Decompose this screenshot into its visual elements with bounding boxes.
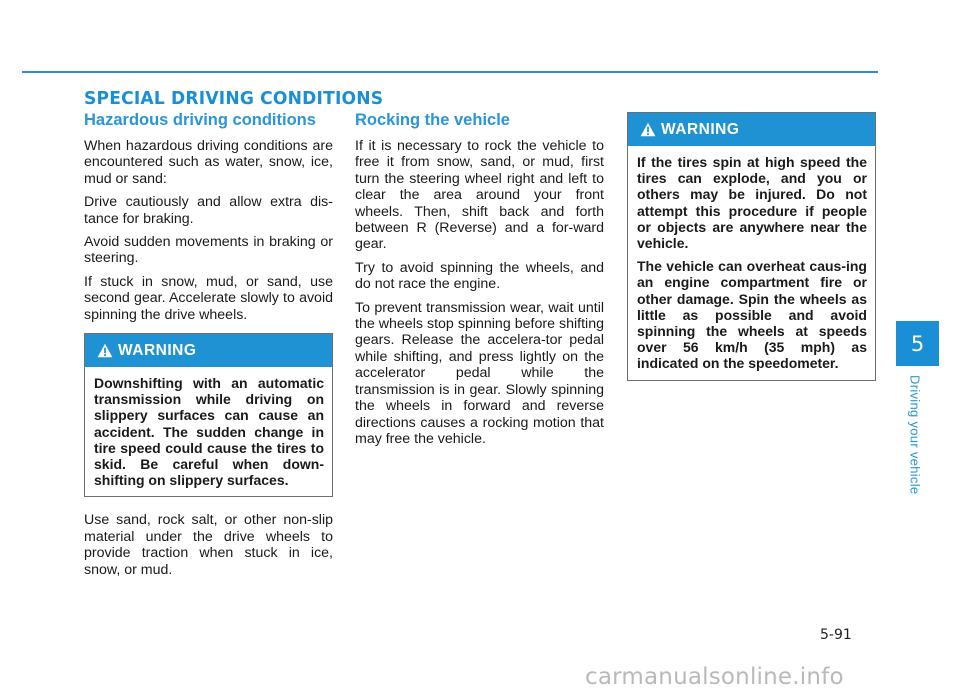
warning-label: WARNING bbox=[661, 120, 740, 138]
paragraph: Drive cautiously and allow extra dis-tance for braking. bbox=[84, 194, 333, 227]
warning-header bbox=[85, 334, 332, 367]
watermark-text: carmanualsonline.info bbox=[585, 664, 844, 690]
paragraph: Avoid sudden movements in braking or steering. bbox=[84, 234, 333, 267]
column-rocking bbox=[355, 111, 604, 454]
paragraph: Try to avoid spinning the wheels, and do not race the engine. bbox=[355, 259, 604, 293]
section-title: SPECIAL DRIVING CONDITIONS bbox=[84, 88, 384, 109]
warning-header bbox=[628, 113, 875, 146]
paragraph: To prevent transmission wear, wait until the wheels stop spinning before shifting gears. Release the accelera-tor pedal while shifting, and press lightly on the accelerator pedal while the transmission is in gear. Slowly spinning the wheels in forward and reverse directions causes a rocking motion that may free the vehicle. bbox=[355, 299, 604, 447]
warning-box-tire-spin bbox=[627, 112, 876, 381]
column-warning bbox=[627, 112, 876, 396]
warning-text: If the tires spin at high speed the tires can explode, and you or others may be injured. Do not attempt this procedure if people or objects are anywhere near the vehicle. bbox=[637, 154, 867, 252]
column-hazardous bbox=[84, 111, 333, 585]
heading-hazardous: Hazardous driving conditions bbox=[84, 111, 316, 129]
paragraph: When hazardous driving conditions are encountered such as water, snow, ice, mud or sand: bbox=[84, 138, 333, 187]
warning-box-downshifting bbox=[84, 333, 333, 497]
warning-triangle-icon bbox=[640, 122, 656, 137]
warning-triangle-icon bbox=[97, 343, 113, 358]
header-rule bbox=[22, 71, 878, 73]
warning-text: Downshifting with an automatic transmission while driving on slippery surfaces can cause an accident. The sudden change in tire speed could cause the tires to skid. Be careful when down-shifting on slippery surfaces. bbox=[94, 375, 324, 489]
warning-label: WARNING bbox=[118, 341, 197, 359]
paragraph: If stuck in snow, mud, or sand, use second gear. Accelerate slowly to avoid spinning the drive wheels. bbox=[84, 273, 333, 323]
chapter-title: Driving your vehicle bbox=[907, 375, 923, 495]
warning-text: The vehicle can overheat caus-ing an engine compartment fire or other damage. Spin the wheels as little as possible and avoid spinning the wheels at speeds over 56 km/h (35 mph) as indicated on the speedometer. bbox=[637, 258, 867, 372]
warning-body bbox=[85, 367, 332, 496]
paragraph: Use sand, rock salt, or other non-slip material under the drive wheels to provide traction when stuck in ice, snow, or mud. bbox=[84, 512, 333, 578]
chapter-number-tab: 5 bbox=[896, 321, 939, 366]
warning-body bbox=[628, 146, 875, 380]
paragraph: If it is necessary to rock the vehicle to free it from snow, sand, or mud, first turn the steering wheel right and left to clear the area around your front wheels. Then, shift back and forth between R (Reverse) and a for-ward gear. bbox=[355, 138, 604, 253]
page-number: 5-91 bbox=[820, 627, 852, 643]
chapter-title-vertical bbox=[905, 375, 925, 500]
heading-rocking: Rocking the vehicle bbox=[355, 111, 510, 129]
